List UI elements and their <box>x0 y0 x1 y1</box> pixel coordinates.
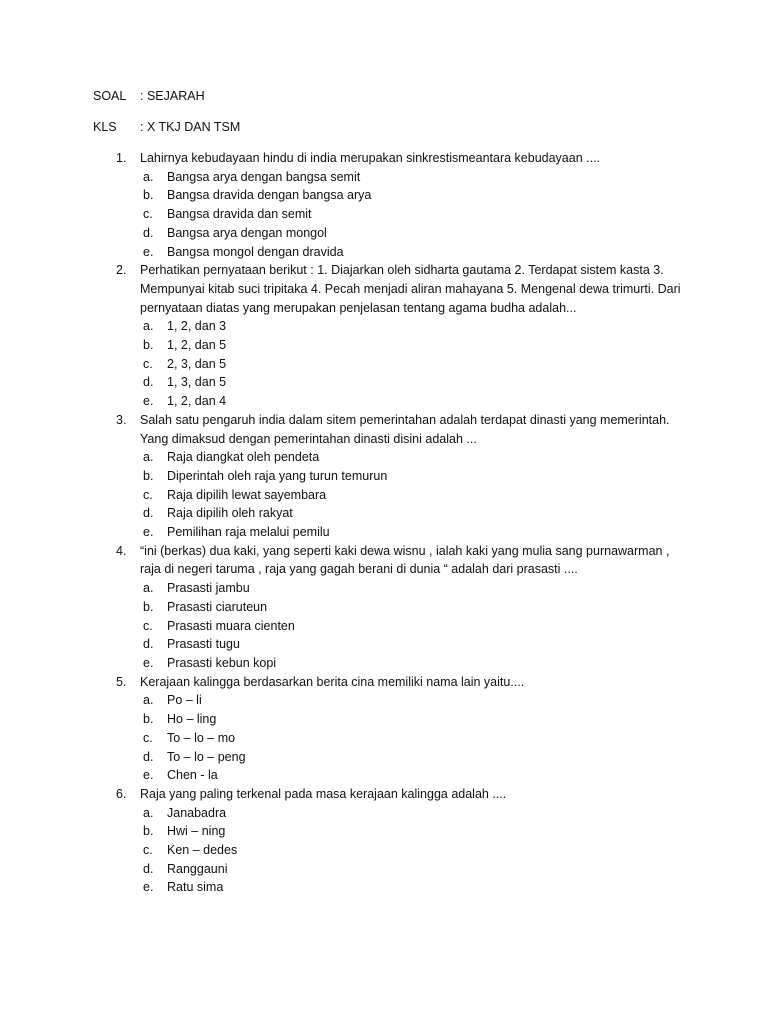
option-letter: e. <box>143 394 154 409</box>
question-number: 5. <box>116 674 127 689</box>
class-row <box>93 118 688 137</box>
option-letter: c. <box>143 356 153 371</box>
question-body <box>140 785 688 897</box>
question-item <box>93 411 688 542</box>
class-value: : X TKJ DAN TSM <box>140 120 241 134</box>
answer-option <box>140 317 688 336</box>
option-letter: e. <box>143 768 154 783</box>
question-number: 2. <box>116 263 127 278</box>
question-text: Perhatikan pernyataan berikut : 1. Diajarkan oleh sidharta gautama 2. Terdapat sistem kasta 3. Mempunyai kitab suci tripitaka 4. Pecah menjadi aliran mahayana 5. Mengenal dewa trimurti. Dari pernyataan diatas yang merupakan penjelasan tentang agama budha adalah... <box>140 263 681 315</box>
option-letter: a. <box>143 450 154 465</box>
option-text: Prasasti tugu <box>167 637 240 652</box>
option-text: Ratu sima <box>167 880 224 895</box>
answer-options <box>140 168 688 262</box>
answer-option <box>140 729 688 748</box>
question-body <box>140 542 688 673</box>
answer-option <box>140 766 688 785</box>
answer-option <box>140 654 688 673</box>
question-item <box>93 785 688 897</box>
question-text: Kerajaan kalingga berdasarkan berita cina memiliki nama lain yaitu.... <box>140 674 525 689</box>
answer-options <box>140 804 688 898</box>
option-letter: a. <box>143 319 154 334</box>
option-text: 1, 2, dan 3 <box>167 319 227 334</box>
option-text: Prasasti jambu <box>167 581 250 596</box>
answer-option <box>140 617 688 636</box>
question-number-wrap <box>93 149 140 261</box>
option-letter: d. <box>143 375 154 390</box>
option-letter: a. <box>143 805 154 820</box>
option-text: 2, 3, dan 5 <box>167 356 227 371</box>
answer-option <box>140 748 688 767</box>
question-number: 3. <box>116 412 127 427</box>
option-text: Ranggauni <box>167 861 228 876</box>
option-text: 1, 3, dan 5 <box>167 375 227 390</box>
question-item <box>93 149 688 261</box>
option-text: 1, 2, dan 5 <box>167 338 227 353</box>
answer-option <box>140 860 688 879</box>
answer-option <box>140 467 688 486</box>
question-text: Raja yang paling terkenal pada masa kerajaan kalingga adalah .... <box>140 786 507 801</box>
option-letter: a. <box>143 169 154 184</box>
option-text: Raja dipilih oleh rakyat <box>167 506 293 521</box>
question-number: 6. <box>116 786 127 801</box>
option-text: Raja diangkat oleh pendeta <box>167 450 320 465</box>
question-item <box>93 673 688 785</box>
option-text: 1, 2, dan 4 <box>167 394 227 409</box>
option-letter: e. <box>143 880 154 895</box>
option-letter: d. <box>143 749 154 764</box>
option-text: Raja dipilih lewat sayembara <box>167 487 327 502</box>
question-number-wrap <box>93 542 140 673</box>
question-item <box>93 261 688 411</box>
option-text: Janabadra <box>167 805 227 820</box>
option-text: Prasasti muara cienten <box>167 618 295 633</box>
question-body <box>140 411 688 542</box>
answer-option <box>140 448 688 467</box>
option-text: Diperintah oleh raja yang turun temurun <box>167 468 388 483</box>
option-text: To – lo – peng <box>167 749 246 764</box>
question-number: 4. <box>116 543 127 558</box>
answer-option <box>140 336 688 355</box>
answer-option <box>140 373 688 392</box>
answer-options <box>140 579 688 673</box>
answer-option <box>140 205 688 224</box>
option-letter: b. <box>143 188 154 203</box>
option-letter: b. <box>143 468 154 483</box>
question-body <box>140 149 688 261</box>
class-label: KLS <box>93 120 117 134</box>
answer-option <box>140 710 688 729</box>
subject-value: : SEJARAH <box>140 89 205 103</box>
option-letter: c. <box>143 730 153 745</box>
subject-label: SOAL <box>93 89 127 103</box>
option-letter: e. <box>143 244 154 259</box>
option-letter: d. <box>143 506 154 521</box>
question-list <box>93 149 688 897</box>
option-text: Ken – dedes <box>167 843 238 858</box>
answer-option <box>140 878 688 897</box>
answer-option <box>140 224 688 243</box>
option-letter: e. <box>143 655 154 670</box>
option-text: Bangsa arya dengan mongol <box>167 225 327 240</box>
answer-option <box>140 392 688 411</box>
answer-options <box>140 448 688 542</box>
answer-option <box>140 504 688 523</box>
question-number-wrap <box>93 785 140 897</box>
option-letter: a. <box>143 693 154 708</box>
answer-option <box>140 186 688 205</box>
option-text: Chen - la <box>167 768 218 783</box>
option-letter: d. <box>143 861 154 876</box>
option-letter: e. <box>143 525 154 540</box>
answer-option <box>140 486 688 505</box>
option-letter: b. <box>143 824 154 839</box>
answer-option <box>140 841 688 860</box>
option-text: Po – li <box>167 693 202 708</box>
option-letter: c. <box>143 487 153 502</box>
answer-option <box>140 691 688 710</box>
option-text: Bangsa mongol dengan dravida <box>167 244 344 259</box>
question-text: “ini (berkas) dua kaki, yang seperti kaki dewa wisnu , ialah kaki yang mulia sang purnawarman , raja di negeri taruma , raja yang gagah berani di dunia “ adalah dari prasasti .... <box>140 543 670 577</box>
answer-option <box>140 579 688 598</box>
option-text: Pemilihan raja melalui pemilu <box>167 525 330 540</box>
option-text: Prasasti ciaruteun <box>167 599 268 614</box>
option-text: Hwi – ning <box>167 824 226 839</box>
option-letter: b. <box>143 712 154 727</box>
question-number-wrap <box>93 411 140 542</box>
option-letter: b. <box>143 338 154 353</box>
answer-option <box>140 523 688 542</box>
option-letter: c. <box>143 618 153 633</box>
answer-options <box>140 317 688 411</box>
answer-option <box>140 168 688 187</box>
answer-option <box>140 635 688 654</box>
option-text: Prasasti kebun kopi <box>167 655 277 670</box>
question-text: Lahirnya kebudayaan hindu di india merupakan sinkrestismeantara kebudayaan .... <box>140 151 601 165</box>
answer-option <box>140 355 688 374</box>
answer-option <box>140 822 688 841</box>
option-text: To – lo – mo <box>167 730 236 745</box>
option-letter: a. <box>143 581 154 596</box>
option-letter: b. <box>143 599 154 614</box>
answer-option <box>140 804 688 823</box>
question-body <box>140 261 688 411</box>
question-item <box>93 542 688 673</box>
answer-option <box>140 243 688 262</box>
question-text: Salah satu pengaruh india dalam sitem pemerintahan adalah terdapat dinasti yang memerintah. Yang dimaksud dengan pemerintahan dinasti disini adalah ... <box>140 412 670 446</box>
option-text: Ho – ling <box>167 712 217 727</box>
question-number: 1. <box>116 151 127 165</box>
option-text: Bangsa dravida dan semit <box>167 207 312 222</box>
answer-option <box>140 598 688 617</box>
question-body <box>140 673 688 785</box>
option-letter: d. <box>143 225 154 240</box>
option-letter: c. <box>143 843 153 858</box>
question-number-wrap <box>93 673 140 785</box>
option-text: Bangsa dravida dengan bangsa arya <box>167 188 372 203</box>
option-letter: c. <box>143 207 153 222</box>
question-number-wrap <box>93 261 140 411</box>
option-text: Bangsa arya dengan bangsa semit <box>167 169 361 184</box>
answer-options <box>140 691 688 785</box>
option-letter: d. <box>143 637 154 652</box>
subject-row <box>93 87 688 106</box>
